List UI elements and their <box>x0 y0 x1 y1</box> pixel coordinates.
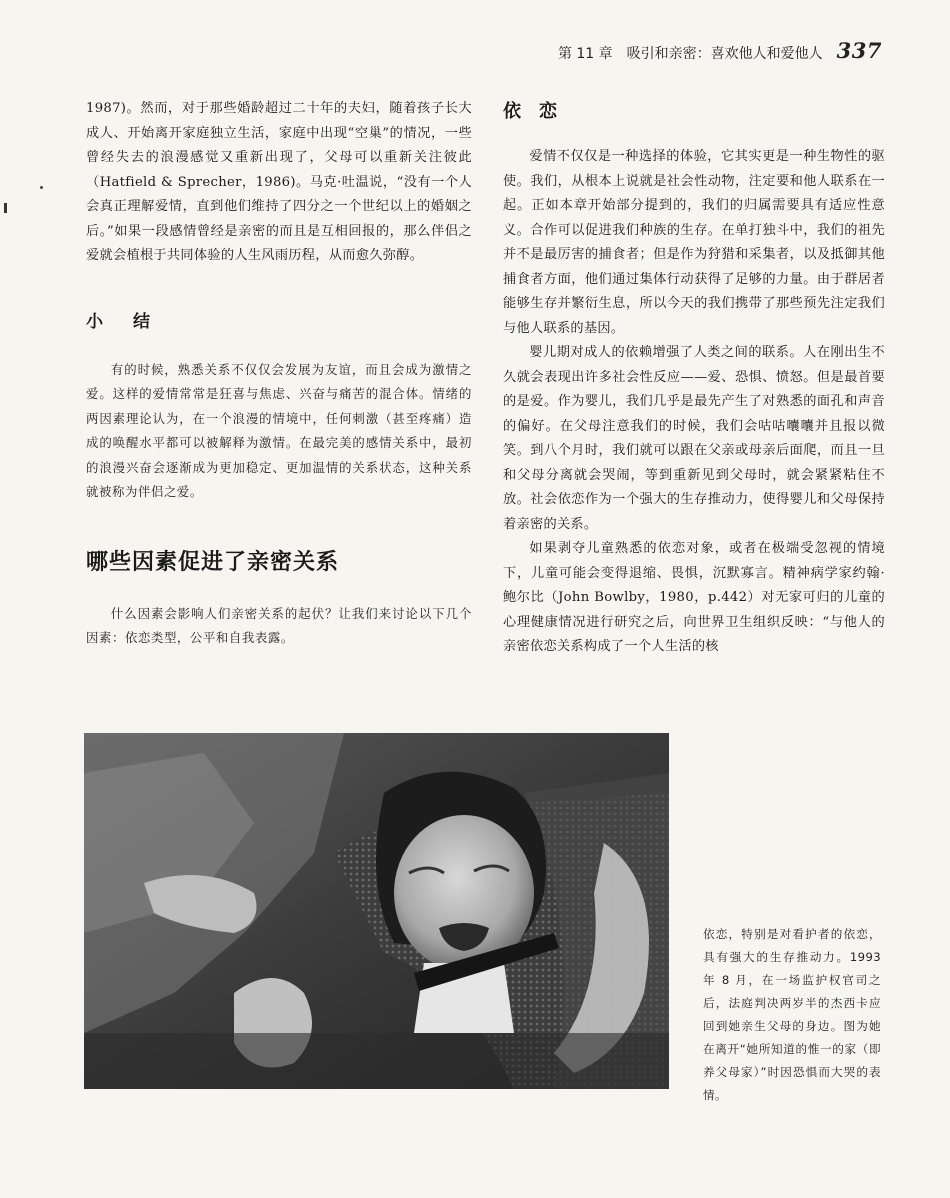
attachment-heading: 依恋 <box>503 101 575 122</box>
left-column <box>86 97 472 651</box>
summary-heading: 小结 <box>86 311 180 332</box>
intro-paragraph: 1987)。然而，对于那些婚龄超过二十年的夫妇，随着孩子长大成人、开始离开家庭独立生活，家庭中出现“空巢”的情况，一些曾经失去的浪漫感觉又重新出现了，父母可以重新关注彼此（Hatfield & Sprecher，1986)。马克·吐温说，“没有一个人会真正理解爱情，直到他们维持了四分之一个世纪以上的婚姻之后。”如果一段感情曾经是亲密的而且是互相回报的，那么伴侣之爱就会植根于共同体验的人生风雨历程，从而愈久弥醇。 <box>86 101 472 263</box>
chapter-label: 第 11 章 <box>557 46 613 62</box>
chapter-title: 吸引和亲密：喜欢他人和爱他人 <box>626 46 823 62</box>
section-heading: 哪些因素促进了亲密关系 <box>86 549 340 575</box>
section-intro: 什么因素会影响人们亲密关系的起伏？让我们来讨论以下几个因素：依恋类型，公平和自我表露。 <box>86 605 472 645</box>
photo-illustration <box>84 733 669 1089</box>
right-column <box>503 97 885 660</box>
attachment-paragraph-1: 爱情不仅仅是一种选择的体验，它其实更是一种生物性的驱使。我们，从根本上说就是社会性动物，注定要和他人联系在一起。正如本章开始部分提到的，我们的归属需要具有适应性意义。合作可以促进我们种族的生存。在单打独斗中，我们的祖先并不是最厉害的捕食者；但是作为狩猎和采集者，以及抵御其他捕食者方面，他们通过集体行动获得了足够的力量。由于群居者能够生存并繁衍生息，所以今天的我们携带了那些预先注定我们与他人联系的基因。 <box>503 149 885 336</box>
photo-caption: 依恋，特别是对看护者的依恋，具有强大的生存推动力。1993 年 8 月，在一场监护权官司之后，法庭判决两岁半的杰西卡应回到她亲生父母的身边。图为她在离开“她所知道的惟一的家（即养父母家）”时因恐惧而大哭的表情。 <box>703 927 881 1102</box>
attachment-paragraph-3: 如果剥夺儿童熟悉的依恋对象，或者在极端受忽视的情境下，儿童可能会变得退缩、畏惧，沉默寡言。精神病学家约翰·鲍尔比（John Bowlby，1980，p.442）对无家可归的儿童的心理健康情况进行研究之后，向世界卫生组织反映：“与他人的亲密依恋关系构成了一个人生活的核 <box>503 541 885 654</box>
attachment-paragraph-2: 婴儿期对成人的依赖增强了人类之间的联系。人在刚出生不久就会表现出许多社会性反应——爱、恐惧、愤怒。但是最首要的是爱。作为婴儿，我们几乎是最先产生了对熟悉的面孔和声音的偏好。在父母注意我们的时候，我们会咕咕囔囔并且报以微笑。到八个月时，我们就可以跟在父亲或母亲后面爬，而且一旦和父母分离就会哭闹，等到重新见到父母时，就会紧紧粘住不放。社会依恋作为一个强大的生存推动力，使得婴儿和父母保持着亲密的关系。 <box>503 345 885 532</box>
crying-child-photo <box>84 733 669 1089</box>
binding-mark <box>4 203 7 213</box>
speck <box>40 186 43 189</box>
page-number: 337 <box>836 38 882 63</box>
running-header <box>558 38 882 63</box>
summary-text: 有的时候，熟悉关系不仅仅会发展为友谊，而且会成为激情之爱。这样的爱情常常是狂喜与焦虑、兴奋与痛苦的混合体。情绪的两因素理论认为，在一个浪漫的情境中，任何刺激（甚至疼痛）造成的唤醒水平都可以被解释为激情。在最完美的感情关系中，最初的浪漫兴奋会逐渐成为更加稳定、更加温情的关系状态，这种关系就被称为伴侣之爱。 <box>86 361 472 499</box>
